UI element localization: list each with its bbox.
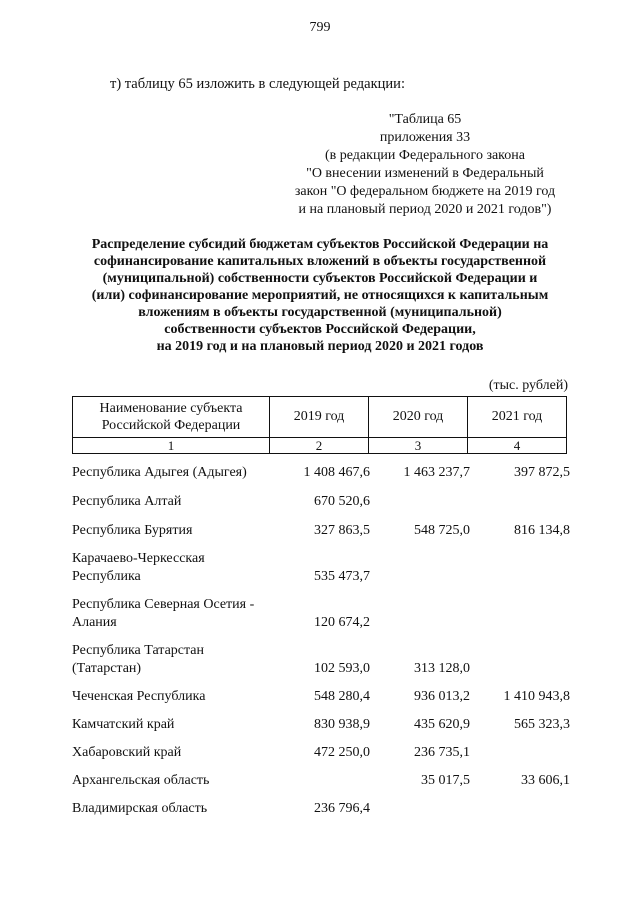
title-line: вложениям в объекты государственной (муниципальной) <box>138 305 502 320</box>
region-name: Хабаровский край <box>72 745 182 760</box>
value-2021: 816 134,8 <box>514 523 570 538</box>
table-body <box>72 464 570 818</box>
table-header <box>72 396 567 454</box>
table-row <box>72 464 570 482</box>
value-2019: 548 280,4 <box>314 689 370 704</box>
table-row <box>72 744 570 762</box>
value-2020: 35 017,5 <box>421 773 470 788</box>
table-row <box>72 642 570 678</box>
appendix-line: приложения 33 <box>379 130 471 145</box>
title-line: на 2019 год и на плановый период 2020 и 2021 годов <box>156 339 484 354</box>
appendix-line: "О внесении изменений в Федеральный <box>306 166 544 181</box>
table-row <box>72 493 570 511</box>
value-2019: 830 938,9 <box>314 717 370 732</box>
table-row <box>72 716 570 734</box>
title-line: собственности субъектов Российской Федерации, <box>164 322 476 337</box>
table-row <box>72 800 570 818</box>
value-2020: 435 620,9 <box>414 717 470 732</box>
region-name: Владимирская область <box>72 801 208 816</box>
value-2019: 1 408 467,6 <box>303 465 370 480</box>
region-name: Республика Татарстан (Татарстан) <box>72 643 205 676</box>
title-line: софинансирование капитальных вложений в объекты государственной <box>93 254 547 269</box>
value-2019: 327 863,5 <box>314 523 370 538</box>
region-name: Республика Северная Осетия - Алания <box>72 597 255 630</box>
region-name: Камчатский край <box>72 717 175 732</box>
region-name: Карачаево-Черкесская Республика <box>72 551 205 584</box>
title-line: (муниципальной) собственности субъектов Российской Федерации и <box>102 271 538 286</box>
value-2020: 1 463 237,7 <box>403 465 470 480</box>
appendix-line: "Таблица 65 <box>388 112 462 127</box>
header-name-line: Российской Федерации <box>101 418 241 433</box>
intro-text: т) таблицу 65 изложить в следующей редакции: <box>110 76 405 92</box>
column-number: 4 <box>468 438 567 454</box>
value-2020: 236 735,1 <box>414 745 470 760</box>
table-row <box>72 772 570 790</box>
column-number: 1 <box>73 438 270 454</box>
header-name-line: Наименование субъекта <box>99 401 243 416</box>
value-2020: 548 725,0 <box>414 523 470 538</box>
table-title <box>60 236 580 355</box>
value-2021: 1 410 943,8 <box>503 689 570 704</box>
value-2019: 670 520,6 <box>314 494 370 509</box>
region-name: Архангельская область <box>72 773 210 788</box>
region-name: Республика Адыгея (Адыгея) <box>72 465 247 480</box>
value-2020: 936 013,2 <box>414 689 470 704</box>
units-label: (тыс. рублей) <box>488 378 568 393</box>
title-line: Распределение субсидий бюджетам субъектов Российской Федерации на <box>91 237 549 252</box>
value-2021: 33 606,1 <box>521 773 570 788</box>
appendix-line: и на плановый период 2020 и 2021 годов") <box>298 202 552 217</box>
appendix-line: закон "О федеральном бюджете на 2019 год <box>294 184 556 199</box>
table-row <box>72 596 570 632</box>
title-line: (или) софинансирование мероприятий, не относящихся к капитальным <box>91 288 549 303</box>
value-2021: 397 872,5 <box>514 465 570 480</box>
value-2019: 102 593,0 <box>314 661 370 676</box>
table-row <box>72 550 570 586</box>
header-year-2020: 2020 год <box>369 397 468 438</box>
header-year-2019: 2019 год <box>270 397 369 438</box>
header-year-2021: 2021 год <box>468 397 567 438</box>
value-2019: 535 473,7 <box>314 569 370 584</box>
column-number: 3 <box>369 438 468 454</box>
value-2019: 472 250,0 <box>314 745 370 760</box>
table-row <box>72 688 570 706</box>
region-name: Республика Алтай <box>72 494 182 509</box>
appendix-line: (в редакции Федерального закона <box>325 148 525 163</box>
value-2021: 565 323,3 <box>514 717 570 732</box>
table-row <box>72 522 570 540</box>
region-name: Республика Бурятия <box>72 523 193 538</box>
value-2019: 120 674,2 <box>314 615 370 630</box>
page-number: 799 <box>309 20 331 35</box>
column-number: 2 <box>270 438 369 454</box>
region-name: Чеченская Республика <box>72 689 206 704</box>
value-2020: 313 128,0 <box>414 661 470 676</box>
appendix-reference <box>270 111 580 219</box>
value-2019: 236 796,4 <box>314 801 370 816</box>
header-name-cell <box>73 397 270 438</box>
